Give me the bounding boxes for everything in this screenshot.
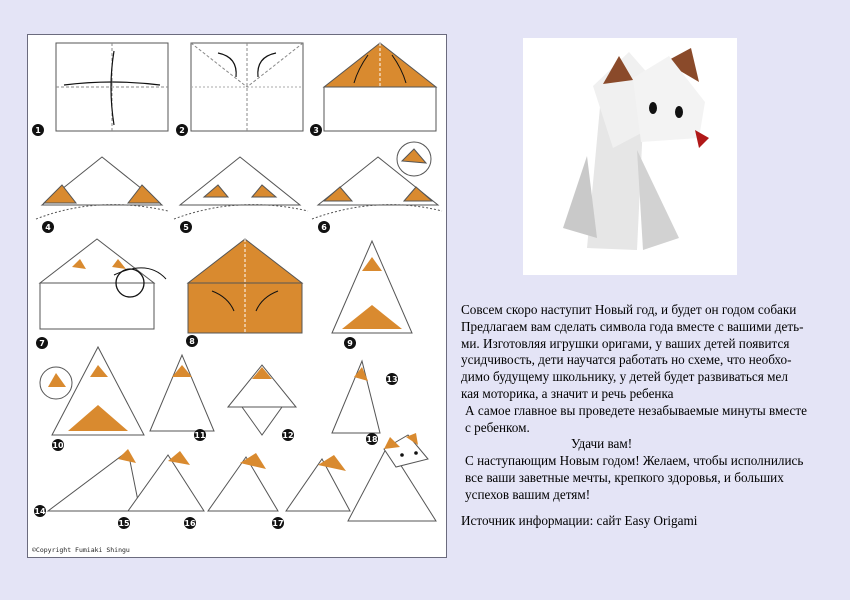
step-3-fold [324,43,436,131]
step-number-label: 13 [386,375,398,384]
step-8-fold [188,239,302,333]
greeting-line: все ваши заветные мечты, крепкого здоровья, и больших [465,469,784,485]
step-11-fold [150,355,214,431]
step-number-label: 5 [183,223,189,232]
step-number-label: 15 [118,519,130,528]
step-number-label: 4 [45,223,51,232]
article-line: с ребенком. [465,419,530,435]
article-line: Совсем скоро наступит Новый год, и будет он годом собаки [461,302,797,317]
source-line: Источник информации: сайт Easy Origami [461,512,698,528]
step-number-label: 2 [179,126,185,135]
step-2-fold [191,43,303,131]
step-number-label: 12 [282,431,294,440]
step-6-fold [312,142,442,219]
step-4-fold [36,157,168,219]
article-line: усидчивость, дети научатся работать но схеме, что необхо- [461,352,792,368]
step-number-label: 1 [35,126,41,135]
origami-diagram [27,34,447,558]
article-line: димо будущему школьнику, у детей будет развиваться мел [461,369,788,385]
step-number-label: 11 [194,431,206,440]
step-number-label: 3 [313,126,319,135]
step-number-label: 17 [272,519,284,528]
greeting-line: успехов вашим детям! [465,486,591,502]
step-16-fold [208,453,278,511]
step-1-fold [56,43,168,131]
dog-photo-image [523,38,737,275]
step-number-label: 18 [366,435,378,444]
step-number-label: 8 [189,337,195,346]
folding-steps-illustration [28,35,448,559]
step-15-fold [128,451,204,511]
article-line: А самое главное вы проведете незабываемые минуты вместе [465,402,808,418]
step-13-fold [332,361,380,433]
step-5-fold [174,157,308,219]
article-text [461,302,833,529]
article-line: ми. Изготовляя игрушки оригами, у ваших детей появится [461,335,790,351]
step-number-label: 7 [39,339,45,348]
step-number-label: 6 [321,223,327,232]
step-number-label: 10 [52,441,64,450]
step-7-fold [40,239,166,329]
origami-dog-photo [523,38,737,275]
article-line: кая моторика, а значит и речь ребенка [461,385,674,401]
step-9-fold [332,241,412,333]
step-number-label: 16 [184,519,196,528]
step-10-fold [40,347,144,435]
greeting-line: С наступающим Новым годом! Желаем, чтобы исполнились [465,453,804,469]
copyright-text: ©Copyright Fumiaki Shingu [32,546,130,554]
step-14-fold [48,449,140,511]
step-18-finished-dog [348,433,436,521]
step-17-fold [286,455,350,511]
wish-line: Удачи вам! [571,436,633,452]
step-number-label: 14 [34,507,46,516]
step-12-fold [228,365,296,435]
step-number-label: 9 [347,339,353,348]
article-line: Предлагаем вам сделать символа года вместе с вашими деть- [461,318,804,334]
